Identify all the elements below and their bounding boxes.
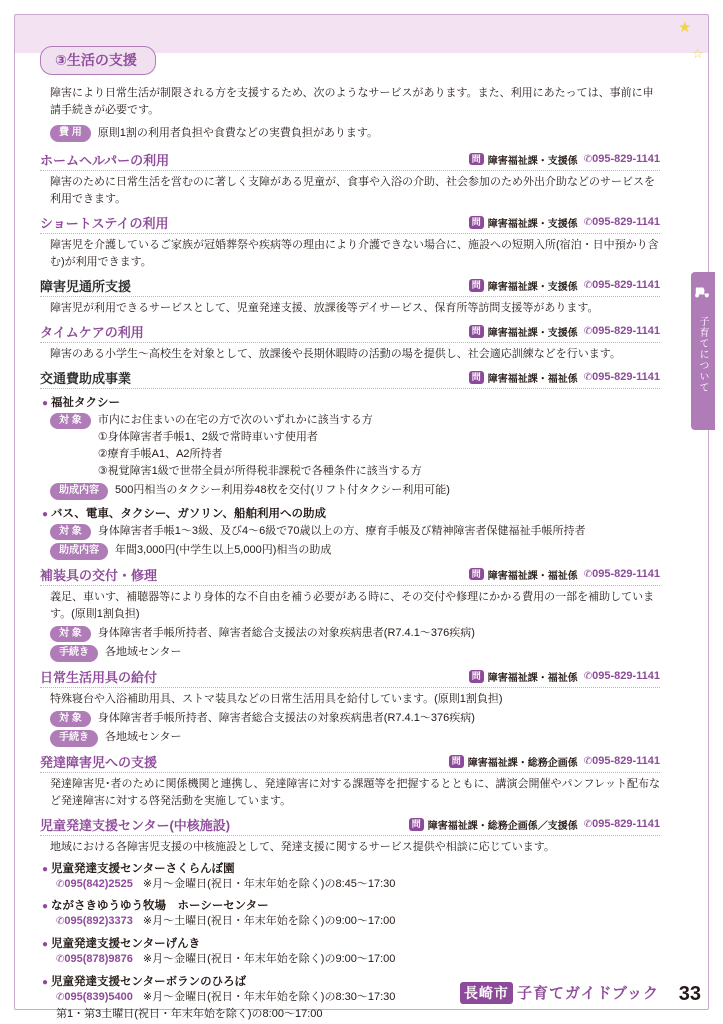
center-phone[interactable]: ✆095(892)3373 [56, 915, 133, 928]
phone-icon: ✆ [583, 154, 593, 166]
assistive-procedure [50, 644, 660, 662]
service-contact [469, 567, 660, 582]
service-body: 特殊寝台や入浴補助用具、ストマ装具などの日常生活用具を給付しています。(原則1割負担) [50, 692, 503, 705]
center-hours: ※月〜金曜日(祝日・年末年始を除く)の8:45〜17:30 [142, 877, 396, 890]
transport-taxi-heading: ● 福祉タクシー [42, 394, 660, 410]
service-transport-subsidy [40, 368, 660, 560]
service-title: タイムケアの利用 [40, 324, 144, 340]
service-title: 補装具の交付・修理 [40, 567, 158, 583]
cost-tag: 費 用 [50, 125, 91, 142]
assistive-target [50, 625, 660, 643]
service-body: 障害のある小学生〜高校生を対象として、放課後や長期休暇時の活動の場を提供し、社会適応訓練などを行います。 [50, 347, 621, 360]
ask-badge: 問 [469, 325, 484, 338]
service-header [40, 322, 660, 343]
target-text: 身体障害者手帳所持者、障害者総合支援法の対象疾病患者(R7.4.1〜376疾病) [97, 711, 475, 724]
service-department: 障害福祉課・支援係 [487, 281, 578, 293]
phone-icon: ✆ [56, 991, 65, 1003]
side-tab-label: 子育てについて [697, 316, 708, 393]
list-item: ③視覚障害1級で世帯全員が所得税非課税で各種条件に該当する方 [97, 465, 422, 478]
ask-badge: 問 [409, 818, 424, 831]
service-contact [449, 754, 660, 769]
service-title: 児童発達支援センター(中核施設) [40, 817, 231, 833]
service-phone[interactable]: ✆095-829-1141 [583, 279, 660, 292]
phone-icon: ✆ [583, 756, 593, 768]
guidebook-title: 子育てガイドブック [516, 984, 659, 1002]
target-sub-list [98, 429, 422, 480]
procedure-text: 各地域センター [105, 646, 182, 659]
phone-icon: ✆ [583, 671, 593, 683]
transport-taxi-aid [50, 482, 660, 500]
center-name: ● ながさきゆうゆう牧場 ホーシーセンター [42, 897, 660, 913]
procedure-tag: 手続き [50, 645, 98, 662]
ask-badge: 問 [449, 755, 464, 768]
target-tag: 対 象 [50, 524, 91, 541]
service-short-stay [40, 213, 660, 271]
target-tag: 対 象 [50, 413, 91, 430]
service-phone[interactable]: ✆095-829-1141 [583, 216, 660, 229]
service-title: ホームヘルパーの利用 [40, 152, 170, 168]
service-time-care [40, 322, 660, 363]
daily-goods-target [50, 710, 660, 728]
service-department: 障害福祉課・福祉係 [487, 373, 578, 385]
service-department: 障害福祉課・支援係 [487, 155, 578, 167]
stroller-icon [694, 284, 712, 298]
service-header [40, 213, 660, 234]
service-phone[interactable]: ✆095-829-1141 [583, 755, 660, 768]
side-tab-parenting[interactable] [691, 272, 715, 430]
aid-text: 500円相当のタクシー利用券48枚を交付(リフト付タクシー利用可能) [115, 484, 450, 497]
daily-goods-procedure [50, 729, 660, 747]
service-phone[interactable]: ✆095-829-1141 [583, 153, 660, 166]
service-body: 発達障害児･者のために関係機関と連携し、発達障害に対する課題等を把握するとともに、講演会開催やパンフレット配布など発達障害に対する啓発活動を実施しています。 [50, 777, 660, 807]
service-phone[interactable]: ✆095-829-1141 [583, 325, 660, 338]
service-contact [469, 669, 660, 684]
center-phone[interactable]: ✆095(878)9876 [56, 953, 133, 966]
star-icon: ☆ [692, 46, 704, 61]
service-assistive-devices [40, 565, 660, 662]
star-icon: ★ [678, 19, 692, 36]
service-title: 発達障害児への支援 [40, 754, 158, 770]
ask-badge: 問 [469, 216, 484, 229]
service-contact [409, 817, 660, 832]
list-item: ②療育手帳A1、A2所持者 [97, 447, 223, 460]
phone-icon: ✆ [583, 372, 593, 384]
service-header [40, 667, 660, 688]
transport-taxi-target [50, 412, 660, 480]
list-item: ①身体障害者手帳1、2級で常時車いす使用者 [97, 430, 318, 443]
procedure-tag: 手続き [50, 730, 98, 747]
center-name: ● 児童発達支援センターげんき [42, 935, 660, 951]
cost-text: 原則1割の利用者負担や食費などの実費負担があります。 [97, 127, 379, 140]
phone-icon: ✆ [583, 217, 593, 229]
phone-icon: ✆ [583, 569, 593, 581]
procedure-text: 各地域センター [105, 731, 182, 744]
service-department: 障害福祉課・支援係 [487, 327, 578, 339]
phone-icon: ✆ [583, 819, 593, 831]
target-tag: 対 象 [50, 711, 91, 728]
service-header [40, 815, 660, 836]
ask-badge: 問 [469, 568, 484, 581]
service-body: 障害のために日常生活を営むのに著しく支障がある児童が、食事や入浴の介助、社会参加のため外出介助などのサービスを利用できます。 [50, 175, 655, 205]
target-text: 身体障害者手帳所持者、障害者総合支援法の対象疾病患者(R7.4.1〜376疾病) [97, 626, 475, 639]
ask-badge: 問 [469, 279, 484, 292]
page-content [40, 46, 660, 1024]
service-body: 地域における各障害児支援の中核施設として、発達支援に関するサービス提供や相談に応じています。 [50, 840, 555, 853]
service-title: 障害児通所支援 [40, 278, 132, 294]
service-department: 障害福祉課・支援係 [487, 218, 578, 230]
service-title: 交通費助成事業 [40, 370, 132, 386]
aid-text: 年間3,000円(中学生以上5,000円)相当の助成 [115, 544, 332, 557]
service-phone[interactable]: ✆095-829-1141 [583, 818, 660, 831]
service-department: 障害福祉課・福祉係 [487, 672, 578, 684]
center-hours: ※月〜金曜日(祝日・年末年始を除く)の9:00〜17:00 [142, 953, 396, 966]
ask-badge: 問 [469, 371, 484, 384]
service-title: 日常生活用具の給付 [40, 669, 158, 685]
phone-icon: ✆ [56, 916, 65, 928]
service-body: 障害児を介護しているご家族が冠婚葬祭や疾病等の理由により介護できない場合に、施設への短期入所(宿泊・日中預かり含む)が利用できます。 [50, 238, 659, 268]
service-department: 障害福祉課・総務企画係 [467, 757, 578, 769]
center-phone[interactable]: ✆095(839)5400 [56, 990, 133, 1003]
transport-bus-target [50, 523, 660, 541]
service-contact [469, 370, 660, 385]
service-body: 障害児が利用できるサービスとして、児童発達支援、放課後等デイサービス、保育所等訪問支援等があります。 [50, 301, 599, 314]
phone-icon: ✆ [56, 954, 65, 966]
service-contact [469, 324, 660, 339]
guidebook-logo [460, 982, 659, 1004]
service-header [40, 752, 660, 773]
service-header [40, 276, 660, 297]
service-header [40, 150, 660, 171]
service-phone[interactable]: ✆095-829-1141 [583, 670, 660, 683]
service-body: 義足、車いす、補聴器等により身体的な不自由を補う必要がある時に、その交付や修理にかかる費用の一部を補助しています。(原則1割負担) [50, 590, 655, 620]
service-header [40, 565, 660, 586]
target-text: 市内にお住まいの在宅の方で次のいずれかに該当する方 [97, 413, 373, 426]
service-contact [469, 278, 660, 293]
phone-icon: ✆ [56, 878, 65, 890]
service-phone[interactable]: ✆095-829-1141 [583, 568, 660, 581]
center-name: ● 児童発達支援センターさくらんぼ園 [42, 860, 660, 876]
aid-tag: 助成内容 [50, 543, 108, 560]
service-header [40, 368, 660, 389]
center-hours: ※月〜金曜日(祝日・年末年始を除く)の8:30〜17:30 [142, 990, 396, 1003]
service-daily-living-goods [40, 667, 660, 747]
center-hours: ※月〜土曜日(祝日・年末年始を除く)の9:00〜17:00 [142, 915, 396, 928]
list-item [42, 860, 660, 894]
page-number: 33 [678, 983, 701, 1005]
target-text: 身体障害者手帳1〜3級、及び4〜6級で70歳以上の方、療育手帳及び精神障害者保健福祉手帳所持者 [97, 524, 586, 537]
ask-badge: 問 [469, 153, 484, 166]
service-home-helper [40, 150, 660, 208]
center-name: ● 児童発達支援センターボランのひろば [42, 973, 660, 989]
cost-line [50, 125, 660, 142]
section-lead: 障害により日常生活が制限される方を支援するため、次のようなサービスがあります。また、利用にあたっては、事前に申請手続きが必要です。 [50, 87, 654, 117]
service-department: 障害福祉課・福祉係 [487, 570, 578, 582]
service-department: 障害福祉課・総務企画係／支援係 [427, 820, 578, 832]
service-contact [469, 215, 660, 230]
list-item [42, 897, 660, 931]
center-hours-extra: 第1・第3土曜日(祝日・年末年始を除く)の8:00〜17:00 [56, 1008, 323, 1021]
page-footer [0, 972, 723, 1006]
section-heading: ③生活の支援 [40, 46, 156, 75]
phone-icon: ✆ [583, 326, 593, 338]
transport-bus-aid [50, 542, 660, 560]
service-contact [469, 152, 660, 167]
list-item [42, 935, 660, 969]
service-developmental-disability-support [40, 752, 660, 810]
transport-bus-heading: ● バス、電車、タクシー、ガソリン、船舶利用への助成 [42, 505, 660, 521]
center-phone[interactable]: ✆095(842)2525 [56, 877, 133, 890]
target-tag: 対 象 [50, 626, 91, 643]
service-disabled-child-daycare [40, 276, 660, 317]
phone-icon: ✆ [583, 280, 593, 292]
city-name: 長崎市 [460, 982, 513, 1004]
service-phone[interactable]: ✆095-829-1141 [583, 371, 660, 384]
ask-badge: 問 [469, 670, 484, 683]
aid-tag: 助成内容 [50, 483, 108, 500]
service-title: ショートステイの利用 [40, 215, 169, 231]
